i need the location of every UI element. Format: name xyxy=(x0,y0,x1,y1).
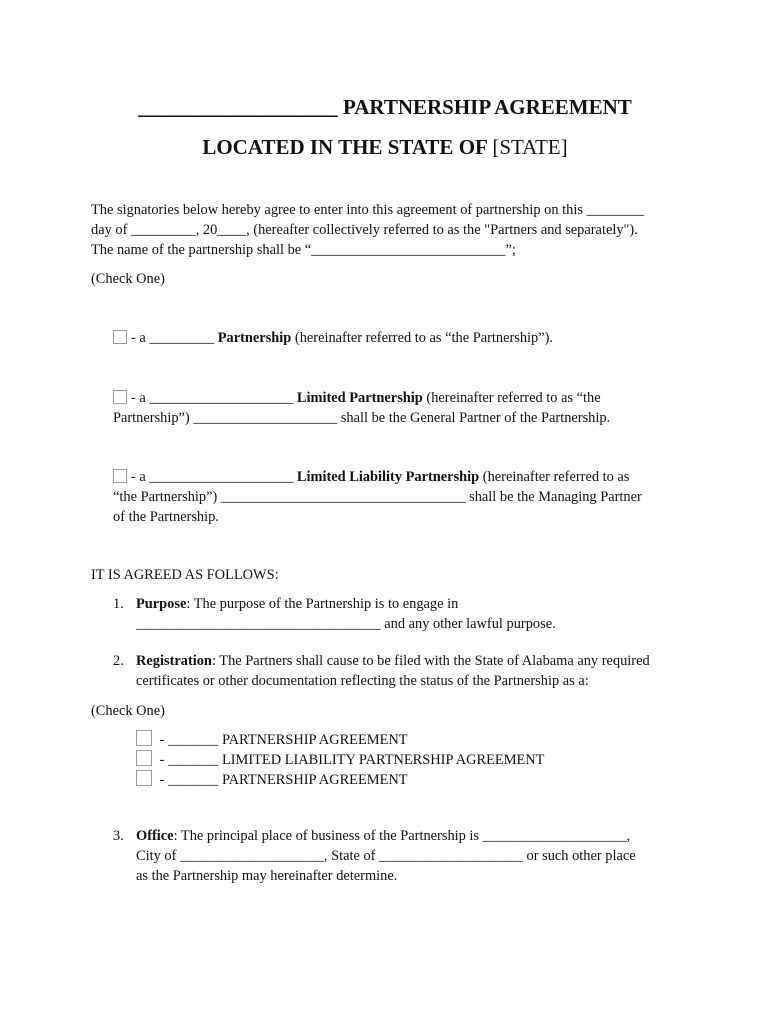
option-type: Limited Liability Partnership xyxy=(296,469,480,485)
option-line: of the Partnership. xyxy=(113,509,219,525)
registration-checkbox[interactable] xyxy=(136,730,152,746)
llp-checkbox[interactable] xyxy=(113,469,127,483)
registration-checkbox[interactable] xyxy=(136,770,152,786)
option-line: “the Partnership”) __________________________________ shall be the Managing Partner xyxy=(113,489,642,505)
registration-options xyxy=(136,730,544,790)
option-type: Limited Partnership xyxy=(296,390,423,406)
clause-office xyxy=(136,826,636,886)
registration-option xyxy=(136,730,544,750)
agreed-heading: IT IS AGREED AS FOLLOWS: xyxy=(91,567,279,583)
intro-line: day of _________, 20____, (hereafter collectively referred to as the "Partners and separately"). xyxy=(91,222,638,238)
clause-number: 3. xyxy=(113,828,124,844)
registration-option-label: - _______ PARTNERSHIP AGREEMENT xyxy=(159,732,408,748)
clause-number: 2. xyxy=(113,653,124,669)
option-limited-partnership xyxy=(113,388,610,428)
clause-label: Registration xyxy=(136,653,212,669)
intro-line: The name of the partnership shall be “___________________________”; xyxy=(91,242,516,258)
option-line: Partnership”) ____________________ shall be the General Partner of the Partnership. xyxy=(113,410,611,426)
option-general-partnership xyxy=(113,328,553,348)
document-title xyxy=(0,95,770,119)
registration-checkbox[interactable] xyxy=(136,750,152,766)
option-suffix: (hereinafter referred to as “the Partnership”). xyxy=(294,330,554,346)
check-one-label: (Check One) xyxy=(91,703,165,719)
clause-text: : The purpose of the Partnership is to engage in xyxy=(186,596,459,612)
clause-text: : The principal place of business of the Partnership is ____________________, xyxy=(173,828,631,844)
registration-option xyxy=(136,750,544,770)
option-suffix: (hereinafter referred to as “the xyxy=(426,390,601,406)
clause-number: 1. xyxy=(113,596,124,612)
option-prefix: - a ____________________ xyxy=(131,390,294,406)
option-suffix: (hereinafter referred to as xyxy=(482,469,630,485)
intro-line: The signatories below hereby agree to enter into this agreement of partnership on this ________ xyxy=(91,202,645,218)
option-limited-liability-partnership xyxy=(113,467,642,527)
limited-partnership-checkbox[interactable] xyxy=(113,390,127,404)
title-name-blank: ___________________ xyxy=(138,95,338,119)
subtitle-text: LOCATED IN THE STATE OF xyxy=(202,135,488,159)
document-subtitle xyxy=(0,135,770,159)
state-placeholder: [STATE] xyxy=(492,135,568,159)
clause-label: Purpose xyxy=(136,596,187,612)
option-type: Partnership xyxy=(217,330,292,346)
registration-option xyxy=(136,770,544,790)
clause-label: Office xyxy=(136,828,174,844)
registration-option-label: - _______ LIMITED LIABILITY PARTNERSHIP AGREEMENT xyxy=(159,752,545,768)
registration-option-label: - _______ PARTNERSHIP AGREEMENT xyxy=(159,772,408,788)
check-one-label: (Check One) xyxy=(91,271,165,287)
clause-registration xyxy=(136,651,650,691)
general-partnership-checkbox[interactable] xyxy=(113,330,127,344)
clause-line: certificates or other documentation reflecting the status of the Partnership as a: xyxy=(136,673,589,689)
intro-paragraph xyxy=(91,200,644,260)
clause-line: as the Partnership may hereinafter determine. xyxy=(136,868,398,884)
clause-line: City of ____________________, State of ____________________ or such other place xyxy=(136,848,636,864)
clause-purpose xyxy=(136,594,556,634)
clause-line: __________________________________ and any other lawful purpose. xyxy=(136,616,556,632)
clause-text: : The Partners shall cause to be filed with the State of Alabama any required xyxy=(211,653,650,669)
title-text: PARTNERSHIP AGREEMENT xyxy=(342,95,632,119)
option-prefix: - a _________ xyxy=(131,330,215,346)
option-prefix: - a ____________________ xyxy=(131,469,294,485)
